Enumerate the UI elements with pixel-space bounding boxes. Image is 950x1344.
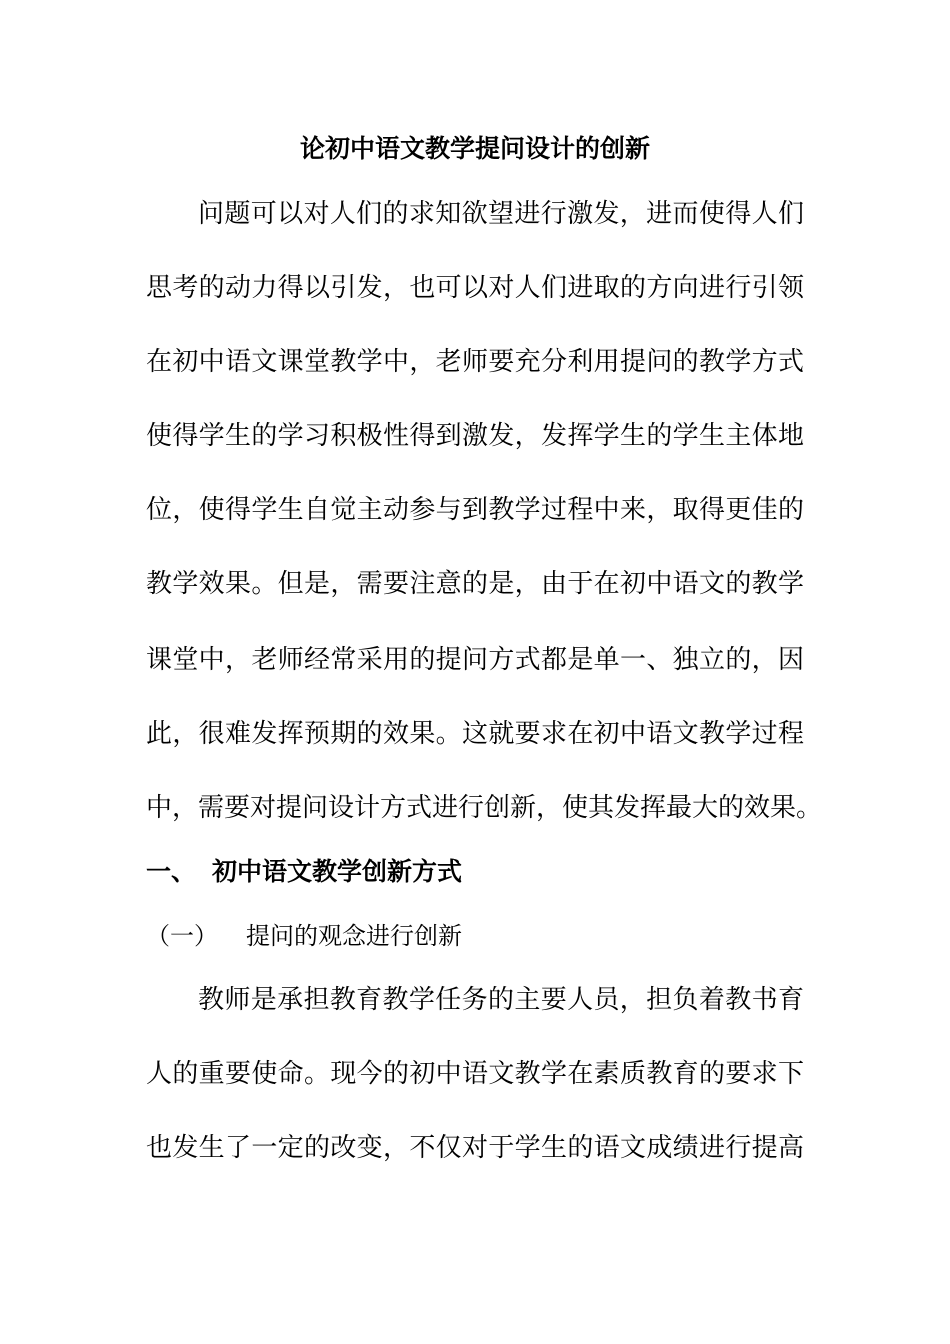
paragraph-2-line-3: 也发生了一定的改变，不仅对于学生的语文成绩进行提高 <box>146 1133 804 1163</box>
section-heading-1-number: 一、 <box>146 857 197 886</box>
paragraph-1-line-5: 位，使得学生自觉主动参与到教学过程中来，取得更佳的 <box>146 495 804 525</box>
paragraph-1-line-6: 教学效果。但是，需要注意的是，由于在初中语文的教学 <box>146 569 804 599</box>
paragraph-1-line-1: 问题可以对人们的求知欲望进行激发，进而使得人们 <box>198 199 804 229</box>
paragraph-1-line-8: 此，很难发挥预期的效果。这就要求在初中语文教学过程 <box>146 719 804 749</box>
paragraph-1-line-2: 思考的动力得以引发，也可以对人们进取的方向进行引领 <box>146 273 804 303</box>
paragraph-1-line-9: 中，需要对提问设计方式进行创新，使其发挥最大的效果。 <box>146 793 823 823</box>
paragraph-1-line-3: 在初中语文课堂教学中，老师要充分利用提问的教学方式 <box>146 347 804 377</box>
paragraph-2-line-2: 人的重要使命。现今的初中语文教学在素质教育的要求下 <box>146 1059 804 1089</box>
subsection-heading-1-text: 提问的观念进行创新 <box>246 922 462 950</box>
paragraph-2-line-1: 教师是承担教育教学任务的主要人员，担负着教书育 <box>198 985 804 1015</box>
subsection-heading-1 <box>146 916 462 956</box>
section-heading-1-text: 初中语文教学创新方式 <box>212 857 463 886</box>
document-title: 论初中语文教学提问设计的创新 <box>299 134 650 163</box>
paragraph-1-line-7: 课堂中，老师经常采用的提问方式都是单一、独立的，因 <box>146 645 804 675</box>
subsection-heading-1-number: （一） <box>146 922 218 950</box>
section-heading-1 <box>146 852 462 892</box>
paragraph-1-line-4: 使得学生的学习积极性得到激发，发挥学生的学生主体地 <box>146 421 804 451</box>
